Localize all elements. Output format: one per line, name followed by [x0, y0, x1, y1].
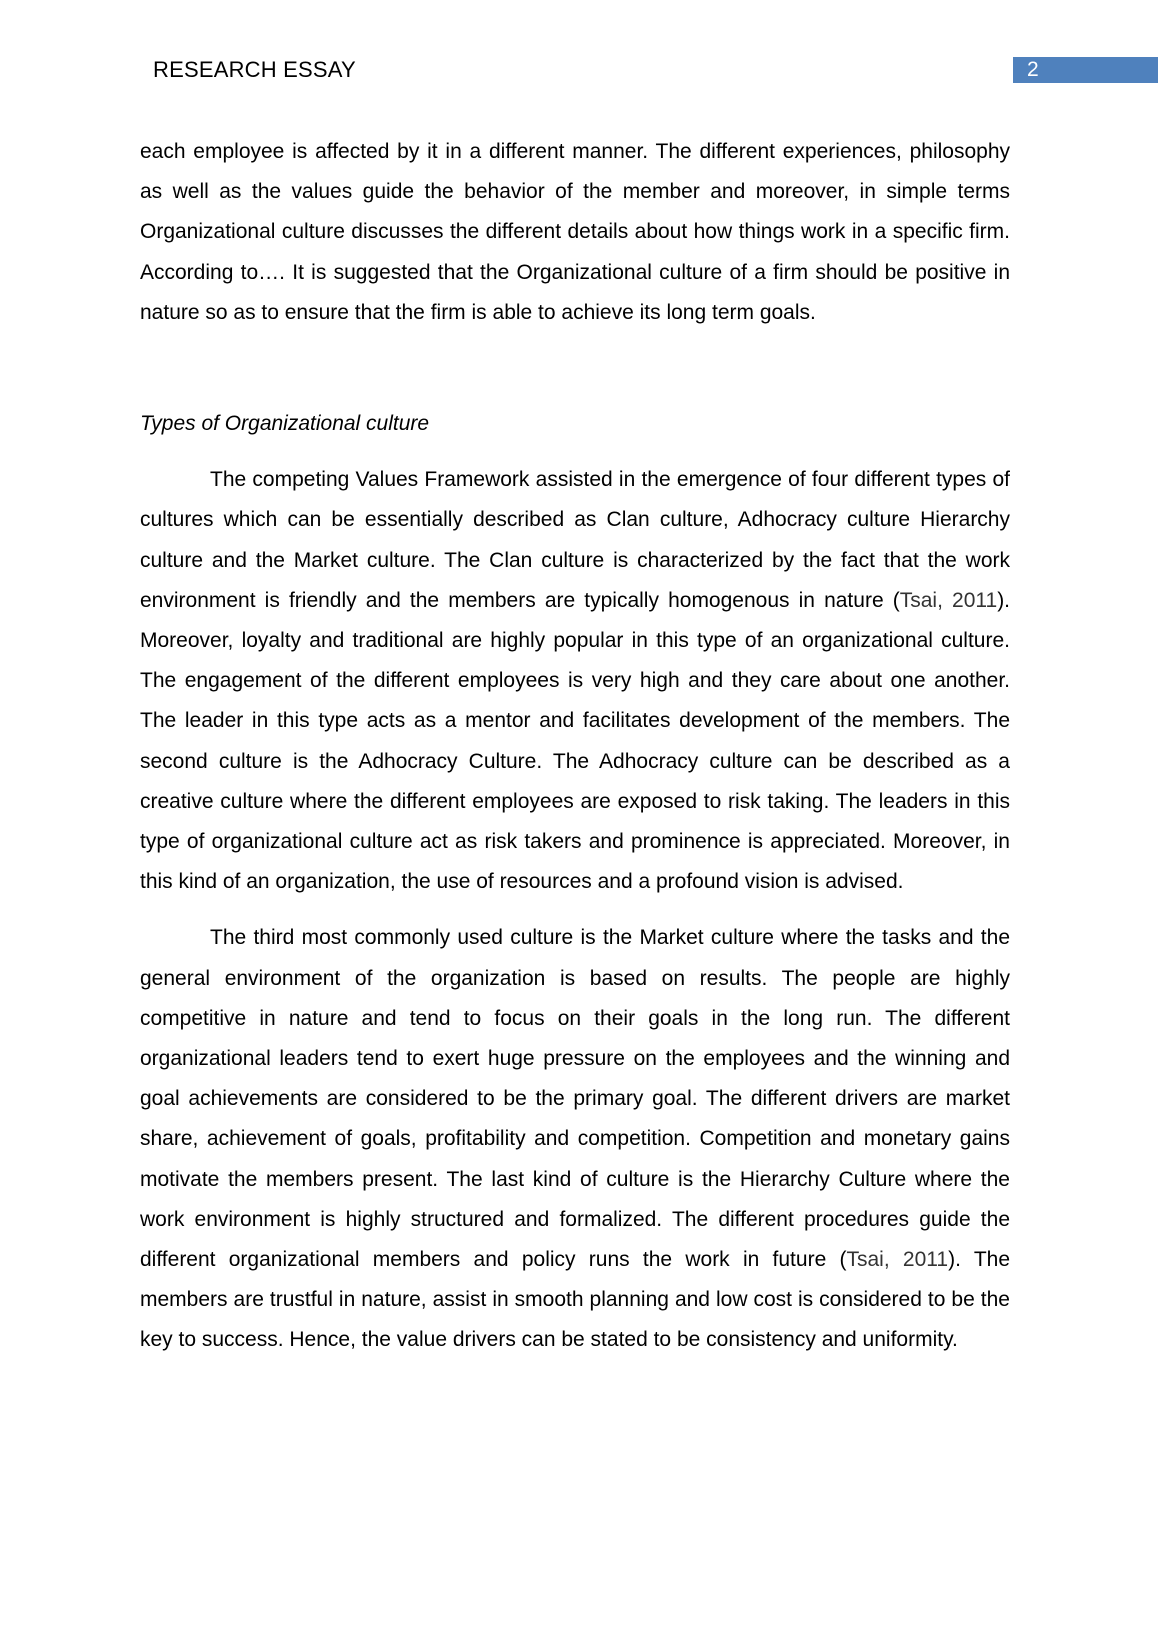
body-paragraph-1: each employee is affected by it in a different manner. The different experiences, philosophy as well as the values guide the behavior of the member and moreover, in simple terms Organizational culture discusses the different details about how things work in a specific firm. According to…. It is suggested that the Organizational culture of a firm should be positive in nature so as to ensure that the firm is able to achieve its long term goals.	[140, 140, 1010, 324]
paragraph-text: ). Moreover, loyalty and traditional are highly popular in this type of an organizational culture. The engagement of the different employees is very high and they care about one another. The leader in this type acts as a mentor and facilitates development of the members. The second culture is the Adhocracy Culture. The Adhocracy culture can be described as a creative culture where the different employees are exposed to risk taking. The leaders in this type of organizational culture act as risk takers and prominence is appreciated. Moreover, in this kind of an organization, the use of resources and a profound vision is advised.	[140, 588, 1011, 894]
body-paragraph-3	[140, 918, 1010, 1360]
page-number: 2	[1027, 58, 1039, 81]
paragraph-text: ). The members are trustful in nature, assist in smooth planning and low cost is considered to be the key to success. Hence, the value drivers can be stated to be consistency and uniformity.	[140, 1248, 1011, 1352]
document-body	[140, 132, 1010, 1361]
paragraph-text: The competing Values Framework assisted in the emergence of four different types of cultures which can be essentially described as Clan culture, Adhocracy culture Hierarchy culture and the Market culture. The Clan culture is characterized by the fact that the work environment is friendly and the members are typically homogenous in nature (	[140, 468, 1010, 612]
citation: Tsai, 2011	[846, 1248, 949, 1272]
running-header-title: RESEARCH ESSAY	[153, 57, 356, 82]
section-heading: Types of Organizational culture	[140, 412, 430, 436]
citation: Tsai, 2011	[899, 588, 998, 612]
body-paragraph-2	[140, 460, 1010, 902]
paragraph-text: The third most commonly used culture is the Market culture where the tasks and the general environment of the organization is based on results. The people are highly competitive in nature and tend to focus on their goals in the long run. The different organizational leaders tend to exert huge pressure on the employees and the winning and goal achievements are considered to be the primary goal. The different drivers are market share, achievement of goals, profitability and competition. Competition and monetary gains motivate the members present. The last kind of culture is the Hierarchy Culture where the work environment is highly structured and formalized. The different procedures guide the different organizational members and policy runs the work in future (	[140, 926, 1010, 1272]
page-number-badge	[1013, 57, 1158, 83]
